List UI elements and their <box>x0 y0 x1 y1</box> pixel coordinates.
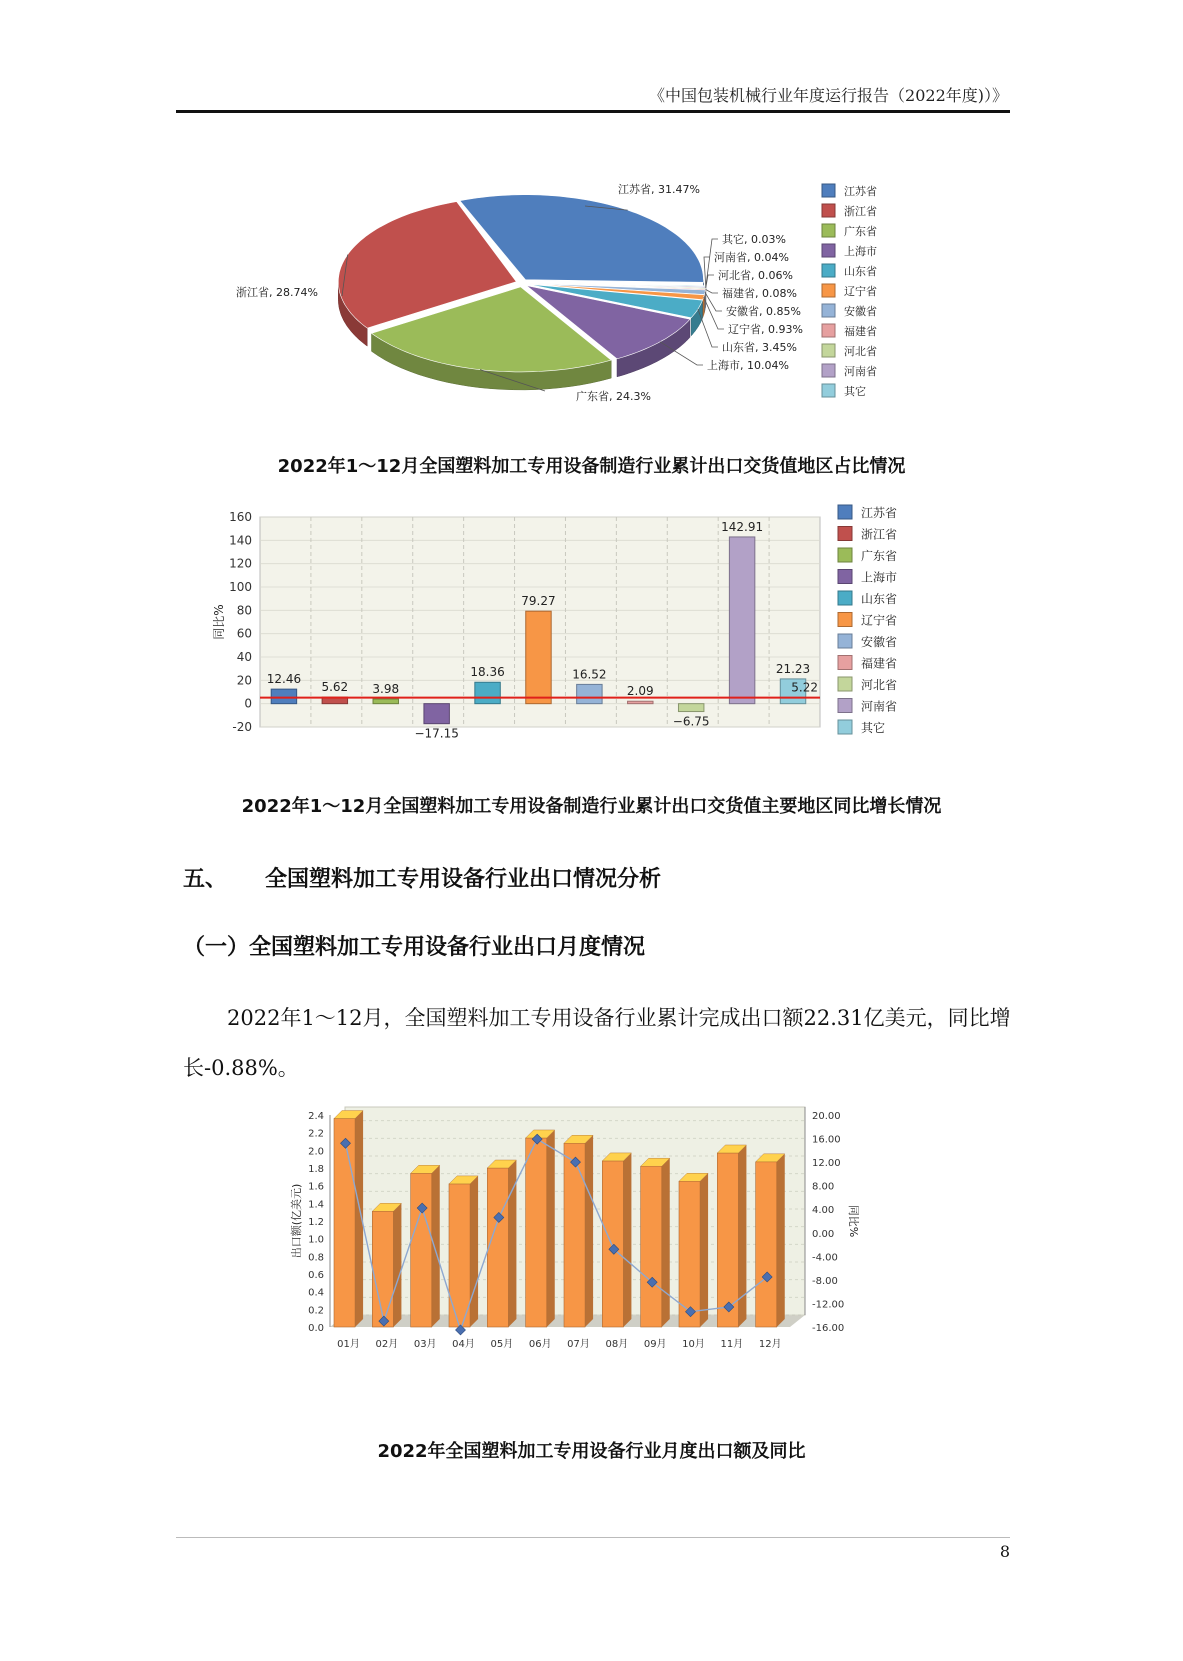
y-right-tick-label: -8.00 <box>812 1275 838 1287</box>
pie-legend-swatch <box>822 324 835 337</box>
pie-chart-svg <box>230 180 1020 440</box>
y-right-tick-label: 8.00 <box>812 1181 835 1193</box>
export-bar-side <box>623 1153 631 1327</box>
pie-legend-label: 江苏省 <box>844 185 877 198</box>
y-right-tick-label: 16.00 <box>812 1134 841 1146</box>
region-bar <box>526 611 551 703</box>
pie-legend-label: 福建省 <box>844 325 877 338</box>
export-bar-side <box>700 1173 708 1327</box>
pie-legend-label: 辽宁省 <box>844 285 877 298</box>
export-bar <box>564 1143 585 1327</box>
pie-legend-swatch <box>822 384 835 397</box>
export-bar-side <box>470 1176 478 1327</box>
pie-legend-swatch <box>822 344 835 357</box>
region-bar <box>628 701 653 703</box>
y-tick-label: 40 <box>236 650 252 664</box>
pie-legend-label: 其它 <box>844 385 866 398</box>
export-bar <box>411 1173 432 1327</box>
bar-value-label: 16.52 <box>572 667 607 682</box>
export-bar <box>526 1138 547 1327</box>
bar-legend-label: 福建省 <box>861 656 898 671</box>
bar-legend-label: 山东省 <box>861 592 898 606</box>
pie-leader-line <box>704 297 724 329</box>
export-bar <box>487 1168 508 1327</box>
pie-slice-label: 河南省, 0.04% <box>714 251 789 264</box>
export-bar-side <box>585 1135 593 1327</box>
pie-slice-label: 河北省, 0.06% <box>718 269 793 282</box>
header-divider <box>176 110 1010 113</box>
export-bar <box>756 1162 777 1327</box>
y-tick-label: 2.0 <box>308 1146 324 1158</box>
section-number: 五、 <box>183 867 228 892</box>
pie-legend-swatch <box>822 184 835 197</box>
bar-legend-swatch <box>838 613 852 627</box>
y-axis-title: 出口额(亿美元) <box>290 1183 303 1259</box>
bar-legend-label: 辽宁省 <box>861 613 898 628</box>
report-header-title: 《中国包装机械行业年度运行报告（2022年度)）》 <box>649 86 1008 105</box>
export-bar-side <box>432 1165 440 1327</box>
bar-value-label: 2.09 <box>626 684 654 699</box>
y-tick-label: 0.4 <box>308 1287 324 1299</box>
pie-legend-label: 浙江省 <box>844 205 877 218</box>
pie-legend-label: 河北省 <box>844 345 877 358</box>
y-tick-label: 0.2 <box>308 1305 324 1317</box>
y-tick-label: 0.8 <box>308 1252 324 1264</box>
y-tick-label: 1.2 <box>308 1217 324 1228</box>
monthly-export-chart <box>290 1105 910 1405</box>
x-tick-label: 01月 <box>337 1339 360 1350</box>
export-bar <box>717 1153 738 1327</box>
bar-legend-swatch <box>838 720 852 734</box>
bar-legend-swatch <box>838 570 852 584</box>
export-bar <box>334 1119 355 1327</box>
body-paragraph: 2022年1～12月，全国塑料加工专用设备行业累计完成出口额22.31亿美元，同比增长-0.88%。 <box>183 1006 1011 1080</box>
y-tick-label: 1.6 <box>308 1181 324 1193</box>
reference-line-label: 5.22 <box>791 680 818 695</box>
y-tick-label: 0.6 <box>308 1270 324 1281</box>
monthly-export-svg <box>290 1105 910 1405</box>
x-tick-label: 11月 <box>720 1339 744 1350</box>
pie-legend-label: 安徽省 <box>844 305 877 318</box>
pie-slice-label: 山东省, 3.45% <box>722 341 797 354</box>
y-tick-label: 1.4 <box>308 1199 324 1211</box>
region-bar <box>577 684 602 703</box>
region-bar <box>271 689 296 704</box>
y-right-tick-label: -12.00 <box>812 1299 845 1311</box>
pie-leader-line <box>706 289 718 293</box>
y-tick-label: 120 <box>229 556 252 571</box>
bar-legend-label: 安徽省 <box>861 635 898 649</box>
bar-value-label: 18.36 <box>470 665 505 680</box>
bar-value-label: 5.62 <box>321 680 349 695</box>
x-tick-label: 03月 <box>413 1339 437 1350</box>
bar-legend-label: 河北省 <box>861 678 898 692</box>
pie-legend-label: 上海市 <box>844 245 877 258</box>
y-tick-label: 2.4 <box>308 1111 324 1122</box>
x-tick-label: 09月 <box>643 1339 667 1350</box>
export-bar-side <box>547 1130 555 1327</box>
footer-divider <box>176 1537 1010 1538</box>
pie-slice-label: 安徽省, 0.85% <box>726 305 801 318</box>
export-bar <box>602 1161 623 1327</box>
y-tick-label: 160 <box>229 510 252 524</box>
y-right-tick-label: -4.00 <box>812 1252 838 1264</box>
bar-legend-swatch <box>838 527 852 541</box>
export-bar-side <box>738 1145 746 1327</box>
pie-slice-label: 上海市, 10.04% <box>707 359 789 372</box>
y-axis-title: 同比% <box>212 604 226 640</box>
section-heading <box>183 862 661 893</box>
export-bar <box>641 1166 662 1327</box>
y-tick-label: -20 <box>232 720 252 734</box>
x-tick-label: 08月 <box>605 1339 629 1350</box>
pie-legend-swatch <box>822 244 835 257</box>
pie-legend-label: 河南省 <box>844 365 877 378</box>
y-tick-label: 0 <box>244 696 252 711</box>
export-bar <box>372 1211 393 1327</box>
pie-legend-swatch <box>822 284 835 297</box>
y-tick-label: 1.0 <box>308 1234 324 1246</box>
bar-value-label: 21.23 <box>775 661 811 676</box>
region-bar <box>424 704 449 724</box>
x-tick-label: 07月 <box>567 1339 590 1350</box>
region-growth-svg <box>210 502 1000 772</box>
export-bar-side <box>393 1203 401 1327</box>
y-tick-label: 140 <box>229 533 252 548</box>
pie-legend-label: 广东省 <box>844 225 877 238</box>
pie-legend-swatch <box>822 224 835 237</box>
y-right-tick-label: -16.00 <box>812 1323 845 1334</box>
bar-value-label: 12.46 <box>266 672 302 687</box>
pie-legend-swatch <box>822 264 835 277</box>
bar-legend-label: 江苏省 <box>861 506 898 520</box>
region-bar <box>729 537 754 704</box>
pie-chart <box>230 180 1020 440</box>
export-bar-side <box>777 1154 785 1327</box>
x-tick-label: 12月 <box>758 1339 782 1350</box>
pie-slice-label: 福建省, 0.08% <box>722 287 797 300</box>
pie-slice-label: 辽宁省, 0.93% <box>728 323 803 336</box>
bar-value-label: 79.27 <box>521 594 556 609</box>
bar-legend-swatch <box>838 548 852 562</box>
bar-legend-swatch <box>838 677 852 691</box>
pie-legend-label: 山东省 <box>844 265 877 278</box>
region-bar <box>373 699 398 704</box>
bar-legend-swatch <box>838 505 852 519</box>
bar-legend-label: 广东省 <box>861 549 898 563</box>
y-tick-label: 80 <box>236 603 252 618</box>
pie-leader-line <box>705 292 722 311</box>
subsection-heading: （一）全国塑料加工专用设备行业出口月度情况 <box>183 935 646 960</box>
bar-value-label: −17.15 <box>414 726 459 741</box>
bar-legend-swatch <box>838 591 852 605</box>
y-tick-label: 60 <box>236 626 252 641</box>
y-tick-label: 2.2 <box>308 1128 324 1140</box>
bar-legend-label: 河南省 <box>861 699 898 714</box>
x-tick-label: 06月 <box>528 1339 552 1350</box>
section-title: 全国塑料加工专用设备行业出口情况分析 <box>265 867 662 892</box>
pie-slice-label: 广东省, 24.3% <box>576 390 651 403</box>
x-tick-label: 05月 <box>490 1339 514 1350</box>
region-growth-caption: 2022年1～12月全国塑料加工专用设备制造行业累计出口交货值主要地区同比增长情况 <box>241 796 942 817</box>
x-tick-label: 10月 <box>682 1339 705 1350</box>
bar-legend-label: 上海市 <box>861 570 898 585</box>
bar-legend-label: 浙江省 <box>861 527 898 542</box>
export-bar-side <box>662 1158 670 1327</box>
monthly-export-caption: 2022年全国塑料加工专用设备行业月度出口额及同比 <box>377 1441 806 1462</box>
pie-legend-swatch <box>822 364 835 377</box>
page-number: 8 <box>999 1542 1010 1561</box>
pie-slice-label: 江苏省, 31.47% <box>618 183 700 196</box>
region-bar <box>475 682 500 703</box>
pie-slice-label: 其它, 0.03% <box>722 233 786 246</box>
region-bar <box>678 704 703 712</box>
pie-slice-label: 浙江省, 28.74% <box>236 286 318 299</box>
bar-legend-label: 其它 <box>861 721 886 735</box>
y-tick-label: 1.8 <box>308 1164 324 1175</box>
y-right-tick-label: 12.00 <box>812 1158 841 1170</box>
bar-value-label: −6.75 <box>672 714 710 729</box>
bar-legend-swatch <box>838 634 852 648</box>
y-tick-label: 0.0 <box>308 1323 324 1334</box>
y-right-axis-title: 同比% <box>847 1204 860 1238</box>
pie-chart-caption: 2022年1～12月全国塑料加工专用设备制造行业累计出口交货值地区占比情况 <box>277 456 906 477</box>
pie-legend-swatch <box>822 304 835 317</box>
bar-value-label: 3.98 <box>372 682 400 697</box>
region-growth-chart <box>210 502 1000 772</box>
x-tick-label: 04月 <box>452 1339 475 1350</box>
y-right-tick-label: 4.00 <box>812 1205 835 1217</box>
y-tick-label: 100 <box>229 580 252 594</box>
bar-value-label: 142.91 <box>721 519 764 534</box>
y-tick-label: 20 <box>236 673 252 688</box>
y-right-tick-label: 0.00 <box>812 1228 835 1240</box>
pie-legend-swatch <box>822 204 835 217</box>
y-right-tick-label: 20.00 <box>812 1111 841 1122</box>
x-tick-label: 02月 <box>375 1339 399 1350</box>
bar-legend-swatch <box>838 699 852 713</box>
bar-legend-swatch <box>838 656 852 670</box>
